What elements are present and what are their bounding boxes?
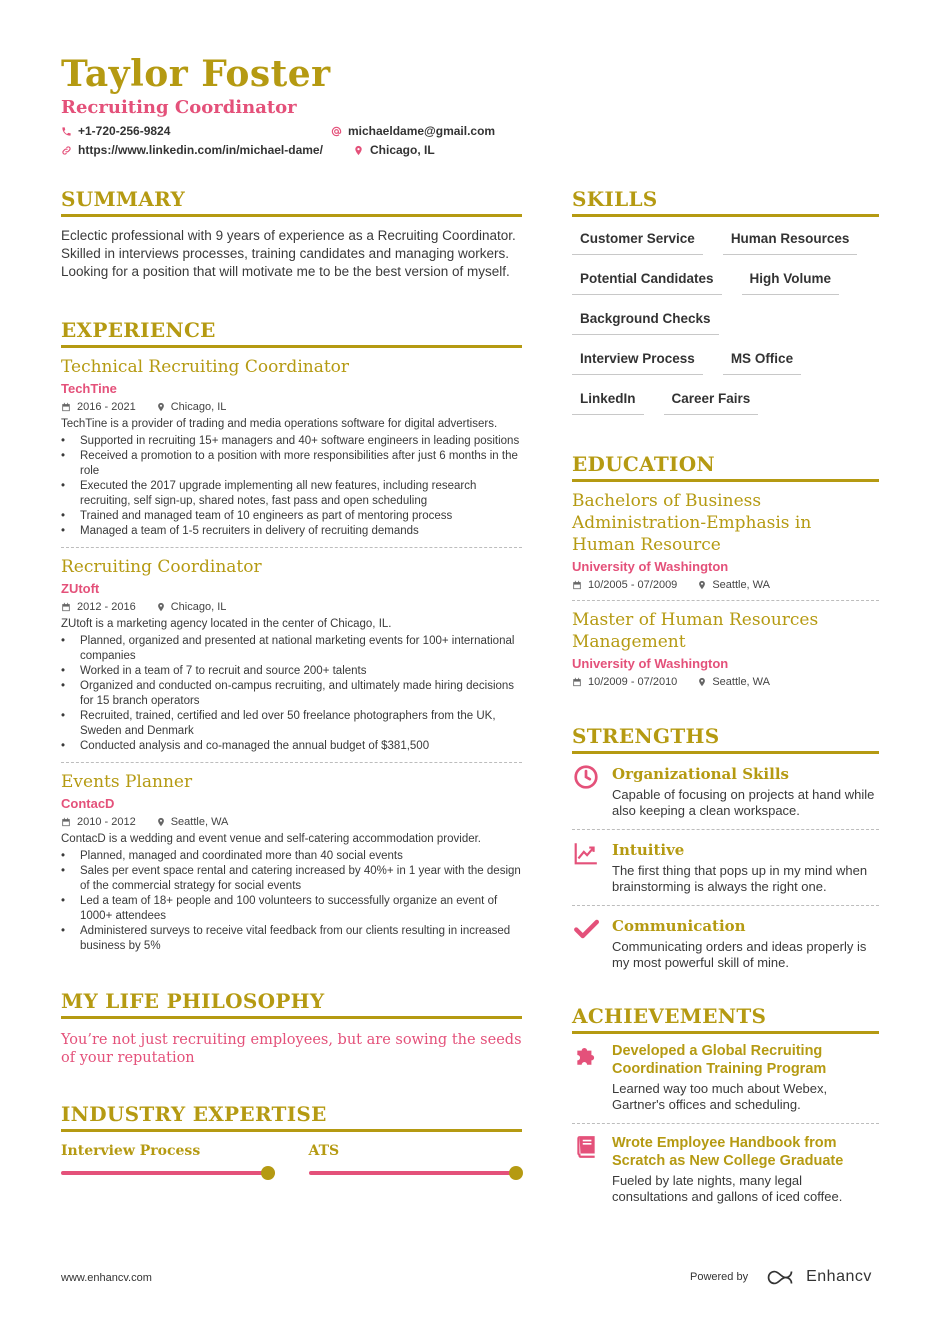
contact-email[interactable] — [331, 124, 495, 138]
job-dates: 2010 - 2012 — [77, 816, 136, 828]
level-track — [309, 1171, 523, 1175]
contact-phone[interactable] — [61, 124, 170, 138]
achievement-description: Learned way too much about Webex, Gartner's offices and scheduling. — [612, 1081, 828, 1112]
list-item: • Planned, organized and presented at national marketing events for 100+ international companies — [61, 634, 522, 664]
job-location: Chicago, IL — [170, 401, 227, 413]
candidate-name: Taylor Foster — [61, 53, 331, 95]
skill-tag: MS Office — [723, 349, 801, 375]
resume-header — [61, 52, 881, 164]
philosophy-quote: You’re not just recruiting employees, but are sowing the seeds of your reputation — [61, 1032, 522, 1066]
company-description: TechTine is a provider of trading and media operations software for digital advertisers. — [61, 418, 498, 430]
school-name: University of Washington — [572, 559, 729, 574]
skill-tag: High Volume — [742, 269, 840, 295]
puzzle-icon — [573, 1042, 599, 1068]
brand-logo[interactable] — [766, 1268, 872, 1286]
job-dates: 2012 - 2016 — [77, 601, 136, 613]
contact-location — [353, 143, 435, 157]
location-pin-icon — [156, 402, 166, 412]
list-item: • Supported in recruiting 15+ managers and 40+ software engineers in leading positions — [61, 434, 522, 449]
contact-linkedin[interactable] — [61, 143, 323, 157]
brand-name: Enhancv — [806, 1268, 872, 1285]
checkmark-icon — [573, 916, 599, 942]
experience-heading: EXPERIENCE — [61, 317, 522, 348]
strength-description: Communicating orders and ideas properly is my most powerful skill of mine. — [612, 939, 867, 970]
experience-section — [61, 317, 522, 954]
location-pin-icon — [697, 677, 707, 687]
job-location: Seattle, WA — [170, 816, 229, 828]
strengths-heading: STRENGTHS — [572, 723, 879, 754]
divider — [572, 600, 879, 601]
job-bullets — [61, 634, 522, 754]
expertise-level-bar — [61, 1166, 275, 1180]
job-title: Technical Recruiting Coordinator — [61, 357, 350, 377]
school-name: University of Washington — [572, 656, 729, 671]
expertise-heading: INDUSTRY EXPERTISE — [61, 1101, 522, 1132]
experience-entry — [61, 556, 522, 763]
linkedin-text: https://www.linkedin.com/in/michael-dame/ — [78, 143, 323, 157]
expertise-label: ATS — [308, 1143, 340, 1159]
summary-text: Eclectic professional with 9 years of experience as a Recruiting Coordinator. Skilled in interviews processes, training candidates and managing workers. Looking for a position that will motivate me to be the best version of myself. — [61, 228, 516, 279]
calendar-icon — [572, 580, 582, 590]
list-item: • Conducted analysis and co-managed the annual budget of $381,500 — [61, 739, 522, 754]
level-knob — [261, 1166, 275, 1180]
list-item: • Administered surveys to receive vital feedback from our clients resulting in increased business by 5% — [61, 924, 522, 954]
company-name: ZUtoft — [61, 581, 100, 596]
education-location: Seattle, WA — [712, 579, 770, 591]
strength-item — [572, 754, 879, 829]
strength-title: Intuitive — [612, 841, 685, 859]
education-meta — [572, 675, 879, 689]
degree-title: Bachelors of Business Administration-Emphasis in Human Resource — [572, 491, 812, 555]
footer-website[interactable]: www.enhancv.com — [61, 1272, 152, 1284]
job-bullets — [61, 434, 522, 539]
location-pin-icon — [156, 602, 166, 612]
skills-heading: SKILLS — [572, 186, 879, 217]
list-item: • Executed the 2017 upgrade implementing all new features, including research recruiting, self sign-up, shared notes, fast pass and open scheduling — [61, 479, 522, 509]
skill-tag: Background Checks — [572, 309, 719, 335]
job-title: Events Planner — [61, 772, 193, 792]
expertise-list — [61, 1142, 522, 1180]
experience-entry — [61, 771, 522, 954]
location-text: Chicago, IL — [370, 143, 435, 157]
education-dates: 10/2005 - 07/2009 — [588, 579, 678, 591]
book-icon — [573, 1134, 599, 1160]
location-pin-icon — [156, 817, 166, 827]
company-description: ZUtoft is a marketing agency located in the center of Chicago, IL. — [61, 618, 392, 630]
skill-tag: Human Resources — [723, 229, 858, 255]
list-item: • Trained and managed team of 10 engineers as part of mentoring process — [61, 509, 522, 524]
achievement-title: Wrote Employee Handbook from Scratch as New College Graduate — [612, 1135, 844, 1169]
education-dates: 10/2009 - 07/2010 — [588, 676, 678, 688]
strengths-section — [572, 723, 879, 981]
divider — [61, 547, 522, 548]
strength-item — [572, 906, 879, 981]
skill-tag: Career Fairs — [664, 389, 759, 415]
philosophy-heading: MY LIFE PHILOSOPHY — [61, 988, 522, 1019]
skill-tag: Interview Process — [572, 349, 703, 375]
at-icon — [331, 126, 342, 137]
job-location: Chicago, IL — [170, 601, 227, 613]
expertise-section — [61, 1101, 522, 1180]
phone-text: +1-720-256-9824 — [78, 124, 171, 138]
job-bullets — [61, 849, 522, 954]
education-entry — [572, 609, 879, 689]
skills-list — [572, 229, 879, 415]
job-meta — [61, 815, 522, 829]
location-pin-icon — [353, 145, 364, 156]
job-meta — [61, 400, 522, 414]
strength-title: Communication — [612, 917, 746, 935]
calendar-icon — [61, 402, 71, 412]
location-pin-icon — [697, 580, 707, 590]
list-item: • Managed a team of 1-5 recruiters in delivery of recruiting demands — [61, 524, 522, 539]
expertise-level-bar — [309, 1166, 523, 1180]
education-section — [572, 451, 879, 689]
company-description: ContacD is a wedding and event venue and self-catering accommodation provider. — [61, 833, 481, 845]
skills-section — [572, 186, 879, 415]
job-meta — [61, 600, 522, 614]
expertise-item — [61, 1142, 275, 1180]
strength-item — [572, 830, 879, 905]
chart-line-icon — [573, 840, 599, 866]
list-item: • Planned, managed and coordinated more than 40 social events — [61, 849, 522, 864]
summary-section — [61, 186, 522, 281]
achievement-description: Fueled by late nights, many legal consultations and gallons of iced coffee. — [612, 1173, 843, 1204]
company-name: ContacD — [61, 796, 115, 811]
strength-description: The first thing that pops up in my mind when brainstorming is always the right one. — [612, 863, 868, 894]
philosophy-section — [61, 988, 522, 1067]
skill-tag: Customer Service — [572, 229, 703, 255]
list-item: • Led a team of 18+ people and 100 volunteers to successfully organize an event of 1000+ attendees — [61, 894, 522, 924]
expertise-item — [309, 1142, 523, 1180]
divider — [61, 762, 522, 763]
education-location: Seattle, WA — [712, 676, 770, 688]
achievement-item — [572, 1034, 879, 1123]
expertise-label: Interview Process — [61, 1143, 201, 1159]
powered-by-label: Powered by — [690, 1271, 749, 1283]
skill-tag: Potential Candidates — [572, 269, 722, 295]
company-name: TechTine — [61, 381, 117, 396]
degree-title: Master of Human Resources Management — [572, 610, 819, 652]
left-column — [61, 186, 522, 1180]
experience-entry — [61, 356, 522, 548]
strength-description: Capable of focusing on projects at hand while also keeping a clean workspace. — [612, 787, 875, 818]
strength-title: Organizational Skills — [612, 765, 789, 783]
achievements-section — [572, 1003, 879, 1215]
level-track — [61, 1171, 275, 1175]
calendar-icon — [61, 602, 71, 612]
job-dates: 2016 - 2021 — [77, 401, 136, 413]
achievements-heading: ACHIEVEMENTS — [572, 1003, 879, 1034]
link-icon — [61, 145, 72, 156]
candidate-role: Recruiting Coordinator — [61, 97, 297, 118]
list-item: • Organized and conducted on-campus recruiting, and ultimately made hiring decisions for 15 branch operators — [61, 679, 522, 709]
list-item: • Worked in a team of 7 to recruit and source 200+ talents — [61, 664, 522, 679]
contact-info — [61, 124, 881, 164]
email-text: michaeldame@gmail.com — [348, 124, 496, 138]
level-knob — [509, 1166, 523, 1180]
enhancv-logo-icon — [766, 1269, 800, 1286]
summary-heading: SUMMARY — [61, 186, 522, 217]
list-item: • Received a promotion to a position with more responsibilities after just 6 months in the role — [61, 449, 522, 479]
education-entry — [572, 490, 879, 601]
phone-icon — [61, 126, 72, 137]
skill-tag: LinkedIn — [572, 389, 644, 415]
calendar-icon — [61, 817, 71, 827]
calendar-icon — [572, 677, 582, 687]
list-item: • Sales per event space rental and catering increased by 40%+ in 1 year with the design of the commercial strategy for social events — [61, 864, 522, 894]
list-item: • Recruited, trained, certified and led over 50 freelance photographers from the UK, Sweden and Denmark — [61, 709, 522, 739]
achievement-title: Developed a Global Recruiting Coordination Training Program — [612, 1043, 827, 1077]
job-title: Recruiting Coordinator — [61, 557, 262, 577]
footer-branding — [690, 1268, 872, 1286]
right-column — [572, 186, 879, 1215]
education-meta — [572, 578, 879, 592]
education-heading: EDUCATION — [572, 451, 879, 482]
achievement-item — [572, 1124, 879, 1215]
clock-icon — [573, 764, 599, 790]
